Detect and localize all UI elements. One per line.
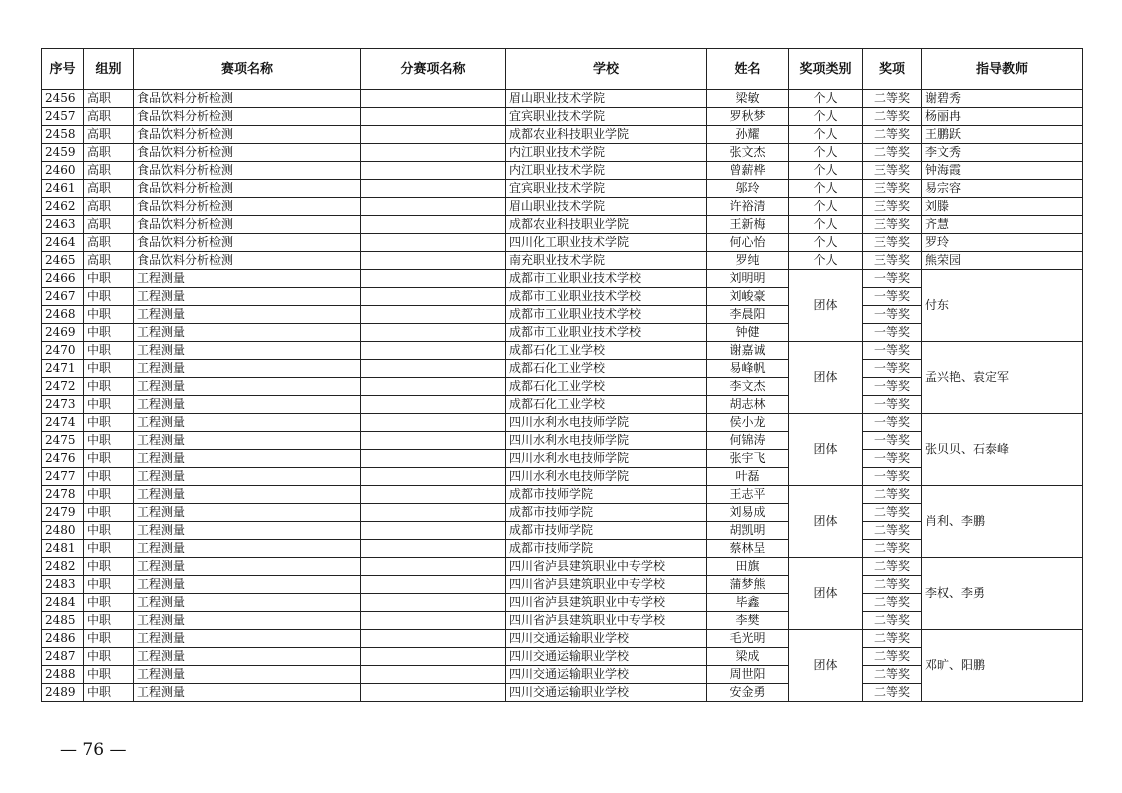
cell-event: 工程测量: [134, 468, 361, 486]
cell-teacher: 李文秀: [922, 144, 1083, 162]
cell-award: 一等奖: [863, 342, 922, 360]
cell-group: 中职: [84, 306, 134, 324]
cell-school: 眉山职业技术学院: [506, 198, 707, 216]
cell-sub-event: [361, 468, 506, 486]
cell-teacher: 齐慧: [922, 216, 1083, 234]
table-row: [42, 630, 1083, 648]
cell-sub-event: [361, 108, 506, 126]
cell-group: 高职: [84, 108, 134, 126]
cell-sub-event: [361, 234, 506, 252]
cell-event: 工程测量: [134, 360, 361, 378]
cell-school: 宜宾职业技术学院: [506, 180, 707, 198]
cell-school: 四川水利水电技师学院: [506, 432, 707, 450]
cell-sub-event: [361, 144, 506, 162]
cell-category: 个人: [789, 198, 863, 216]
cell-event: 食品饮料分析检测: [134, 252, 361, 270]
cell-event: 工程测量: [134, 378, 361, 396]
cell-no: 2483: [42, 576, 84, 594]
cell-category: 个人: [789, 216, 863, 234]
header-school: 学校: [506, 49, 707, 90]
cell-school: 四川省泸县建筑职业中专学校: [506, 612, 707, 630]
cell-name: 张文杰: [707, 144, 789, 162]
cell-school: 内江职业技术学院: [506, 144, 707, 162]
cell-sub-event: [361, 684, 506, 702]
table-row: [42, 90, 1083, 108]
cell-sub-event: [361, 486, 506, 504]
cell-event: 工程测量: [134, 504, 361, 522]
table-row: [42, 162, 1083, 180]
table-row: [42, 252, 1083, 270]
cell-name: 许裕清: [707, 198, 789, 216]
cell-school: 四川交通运输职业学校: [506, 648, 707, 666]
cell-name: 钟健: [707, 324, 789, 342]
cell-award: 二等奖: [863, 630, 922, 648]
cell-name: 邬玲: [707, 180, 789, 198]
cell-group: 中职: [84, 630, 134, 648]
cell-award: 二等奖: [863, 648, 922, 666]
cell-event: 食品饮料分析检测: [134, 162, 361, 180]
cell-no: 2473: [42, 396, 84, 414]
cell-name: 刘易成: [707, 504, 789, 522]
cell-award: 二等奖: [863, 612, 922, 630]
cell-award: 二等奖: [863, 522, 922, 540]
cell-category: 个人: [789, 108, 863, 126]
cell-name: 梁敏: [707, 90, 789, 108]
table-header-row: [42, 49, 1083, 90]
cell-group: 中职: [84, 666, 134, 684]
cell-school: 四川省泸县建筑职业中专学校: [506, 594, 707, 612]
cell-event: 工程测量: [134, 432, 361, 450]
cell-no: 2488: [42, 666, 84, 684]
cell-category-team: 团体: [789, 630, 863, 702]
cell-sub-event: [361, 360, 506, 378]
cell-school: 四川交通运输职业学校: [506, 684, 707, 702]
cell-name: 何心怡: [707, 234, 789, 252]
cell-award: 一等奖: [863, 414, 922, 432]
cell-event: 食品饮料分析检测: [134, 90, 361, 108]
cell-no: 2460: [42, 162, 84, 180]
cell-event: 工程测量: [134, 540, 361, 558]
table-row: [42, 486, 1083, 504]
cell-name: 李文杰: [707, 378, 789, 396]
header-sub-event: 分赛项名称: [361, 49, 506, 90]
header-no: 序号: [42, 49, 84, 90]
cell-school: 宜宾职业技术学院: [506, 108, 707, 126]
cell-teacher: 钟海霞: [922, 162, 1083, 180]
cell-name: 毕鑫: [707, 594, 789, 612]
cell-group: 中职: [84, 594, 134, 612]
cell-school: 成都石化工业学校: [506, 342, 707, 360]
cell-event: 食品饮料分析检测: [134, 144, 361, 162]
cell-sub-event: [361, 126, 506, 144]
cell-no: 2486: [42, 630, 84, 648]
cell-no: 2484: [42, 594, 84, 612]
cell-category-team: 团体: [789, 342, 863, 414]
cell-award: 一等奖: [863, 378, 922, 396]
cell-name: 李樊: [707, 612, 789, 630]
cell-school: 成都石化工业学校: [506, 360, 707, 378]
cell-sub-event: [361, 558, 506, 576]
cell-group: 中职: [84, 468, 134, 486]
cell-group: 中职: [84, 540, 134, 558]
cell-no: 2481: [42, 540, 84, 558]
cell-teacher: 易宗容: [922, 180, 1083, 198]
cell-teacher-team: 付东: [922, 270, 1083, 342]
cell-event: 工程测量: [134, 414, 361, 432]
cell-no: 2456: [42, 90, 84, 108]
cell-name: 蒲梦熊: [707, 576, 789, 594]
cell-group: 高职: [84, 252, 134, 270]
cell-no: 2477: [42, 468, 84, 486]
cell-no: 2465: [42, 252, 84, 270]
cell-school: 成都农业科技职业学院: [506, 216, 707, 234]
cell-sub-event: [361, 594, 506, 612]
cell-group: 中职: [84, 396, 134, 414]
cell-group: 中职: [84, 342, 134, 360]
cell-event: 工程测量: [134, 576, 361, 594]
cell-sub-event: [361, 90, 506, 108]
table-row: [42, 144, 1083, 162]
cell-group: 中职: [84, 414, 134, 432]
header-event: 赛项名称: [134, 49, 361, 90]
cell-event: 工程测量: [134, 666, 361, 684]
cell-sub-event: [361, 396, 506, 414]
cell-teacher-team: 李权、李勇: [922, 558, 1083, 630]
cell-name: 王志平: [707, 486, 789, 504]
cell-name: 周世阳: [707, 666, 789, 684]
cell-event: 工程测量: [134, 324, 361, 342]
cell-name: 胡凯明: [707, 522, 789, 540]
cell-group: 高职: [84, 234, 134, 252]
cell-teacher: 杨丽冉: [922, 108, 1083, 126]
cell-award: 二等奖: [863, 558, 922, 576]
cell-award: 二等奖: [863, 90, 922, 108]
cell-category: 个人: [789, 162, 863, 180]
cell-event: 食品饮料分析检测: [134, 216, 361, 234]
cell-sub-event: [361, 162, 506, 180]
cell-group: 中职: [84, 576, 134, 594]
cell-no: 2480: [42, 522, 84, 540]
cell-event: 食品饮料分析检测: [134, 234, 361, 252]
cell-event: 工程测量: [134, 288, 361, 306]
cell-name: 刘峻豪: [707, 288, 789, 306]
cell-school: 成都市工业职业技术学校: [506, 306, 707, 324]
cell-no: 2476: [42, 450, 84, 468]
cell-award: 一等奖: [863, 396, 922, 414]
cell-school: 四川水利水电技师学院: [506, 414, 707, 432]
cell-name: 安金勇: [707, 684, 789, 702]
cell-group: 中职: [84, 558, 134, 576]
cell-no: 2471: [42, 360, 84, 378]
cell-no: 2475: [42, 432, 84, 450]
cell-school: 成都市工业职业技术学校: [506, 288, 707, 306]
cell-teacher: 谢碧秀: [922, 90, 1083, 108]
cell-event: 工程测量: [134, 306, 361, 324]
cell-group: 高职: [84, 126, 134, 144]
cell-award: 二等奖: [863, 486, 922, 504]
cell-no: 2457: [42, 108, 84, 126]
cell-sub-event: [361, 540, 506, 558]
cell-school: 四川省泸县建筑职业中专学校: [506, 576, 707, 594]
cell-group: 中职: [84, 288, 134, 306]
cell-sub-event: [361, 288, 506, 306]
cell-school: 内江职业技术学院: [506, 162, 707, 180]
cell-event: 食品饮料分析检测: [134, 198, 361, 216]
cell-group: 中职: [84, 612, 134, 630]
cell-no: 2462: [42, 198, 84, 216]
cell-no: 2458: [42, 126, 84, 144]
cell-group: 高职: [84, 144, 134, 162]
cell-school: 眉山职业技术学院: [506, 90, 707, 108]
cell-award: 二等奖: [863, 684, 922, 702]
cell-event: 工程测量: [134, 612, 361, 630]
table-row: [42, 270, 1083, 288]
cell-award: 二等奖: [863, 144, 922, 162]
cell-name: 田旗: [707, 558, 789, 576]
cell-award: 二等奖: [863, 594, 922, 612]
cell-name: 毛光明: [707, 630, 789, 648]
cell-event: 食品饮料分析检测: [134, 126, 361, 144]
table-row: [42, 216, 1083, 234]
cell-school: 成都石化工业学校: [506, 378, 707, 396]
cell-award: 三等奖: [863, 180, 922, 198]
cell-category: 个人: [789, 90, 863, 108]
cell-school: 成都市技师学院: [506, 486, 707, 504]
cell-award: 一等奖: [863, 306, 922, 324]
cell-sub-event: [361, 504, 506, 522]
cell-school: 成都市工业职业技术学校: [506, 270, 707, 288]
cell-no: 2461: [42, 180, 84, 198]
cell-group: 高职: [84, 180, 134, 198]
cell-name: 易峰帆: [707, 360, 789, 378]
cell-teacher-team: 张贝贝、石泰峰: [922, 414, 1083, 486]
cell-group: 中职: [84, 648, 134, 666]
cell-no: 2485: [42, 612, 84, 630]
cell-award: 二等奖: [863, 126, 922, 144]
table-row: [42, 558, 1083, 576]
cell-sub-event: [361, 198, 506, 216]
cell-award: 一等奖: [863, 432, 922, 450]
cell-event: 工程测量: [134, 684, 361, 702]
table-body: [42, 90, 1083, 702]
cell-event: 工程测量: [134, 648, 361, 666]
cell-school: 成都农业科技职业学院: [506, 126, 707, 144]
cell-event: 工程测量: [134, 558, 361, 576]
cell-no: 2469: [42, 324, 84, 342]
table-row: [42, 108, 1083, 126]
header-teacher: 指导教师: [922, 49, 1083, 90]
cell-award: 一等奖: [863, 360, 922, 378]
cell-name: 罗秋梦: [707, 108, 789, 126]
cell-category-team: 团体: [789, 414, 863, 486]
cell-sub-event: [361, 414, 506, 432]
cell-award: 三等奖: [863, 216, 922, 234]
cell-name: 蔡林呈: [707, 540, 789, 558]
cell-no: 2482: [42, 558, 84, 576]
cell-teacher-team: 邓旷、阳鹏: [922, 630, 1083, 702]
cell-school: 四川水利水电技师学院: [506, 468, 707, 486]
cell-sub-event: [361, 666, 506, 684]
cell-event: 工程测量: [134, 486, 361, 504]
cell-no: 2459: [42, 144, 84, 162]
cell-category: 个人: [789, 252, 863, 270]
cell-event: 工程测量: [134, 630, 361, 648]
cell-group: 中职: [84, 270, 134, 288]
cell-group: 中职: [84, 684, 134, 702]
cell-award: 二等奖: [863, 576, 922, 594]
cell-event: 工程测量: [134, 522, 361, 540]
cell-sub-event: [361, 522, 506, 540]
cell-no: 2489: [42, 684, 84, 702]
cell-no: 2468: [42, 306, 84, 324]
cell-no: 2464: [42, 234, 84, 252]
cell-category-team: 团体: [789, 558, 863, 630]
cell-sub-event: [361, 270, 506, 288]
cell-category-team: 团体: [789, 270, 863, 342]
cell-name: 王新梅: [707, 216, 789, 234]
cell-school: 成都市技师学院: [506, 540, 707, 558]
cell-category: 个人: [789, 126, 863, 144]
cell-group: 中职: [84, 504, 134, 522]
table-row: [42, 180, 1083, 198]
cell-group: 高职: [84, 90, 134, 108]
cell-award: 三等奖: [863, 162, 922, 180]
cell-no: 2487: [42, 648, 84, 666]
header-name: 姓名: [707, 49, 789, 90]
cell-sub-event: [361, 306, 506, 324]
cell-school: 成都石化工业学校: [506, 396, 707, 414]
cell-sub-event: [361, 612, 506, 630]
cell-school: 南充职业技术学院: [506, 252, 707, 270]
cell-sub-event: [361, 216, 506, 234]
cell-award: 一等奖: [863, 450, 922, 468]
cell-sub-event: [361, 324, 506, 342]
cell-teacher-team: 孟兴艳、袁定军: [922, 342, 1083, 414]
cell-event: 工程测量: [134, 396, 361, 414]
table-row: [42, 126, 1083, 144]
cell-school: 成都市工业职业技术学校: [506, 324, 707, 342]
cell-event: 工程测量: [134, 450, 361, 468]
cell-group: 中职: [84, 324, 134, 342]
cell-name: 胡志林: [707, 396, 789, 414]
cell-school: 成都市技师学院: [506, 522, 707, 540]
cell-award: 一等奖: [863, 468, 922, 486]
cell-teacher-team: 肖利、李鹏: [922, 486, 1083, 558]
cell-name: 叶磊: [707, 468, 789, 486]
cell-sub-event: [361, 252, 506, 270]
cell-award: 三等奖: [863, 252, 922, 270]
cell-category: 个人: [789, 234, 863, 252]
table-row: [42, 342, 1083, 360]
cell-school: 四川水利水电技师学院: [506, 450, 707, 468]
cell-event: 工程测量: [134, 594, 361, 612]
cell-no: 2479: [42, 504, 84, 522]
cell-award: 一等奖: [863, 288, 922, 306]
cell-group: 高职: [84, 162, 134, 180]
cell-group: 高职: [84, 216, 134, 234]
cell-no: 2463: [42, 216, 84, 234]
cell-event: 工程测量: [134, 342, 361, 360]
cell-name: 张宇飞: [707, 450, 789, 468]
cell-group: 高职: [84, 198, 134, 216]
cell-name: 罗纯: [707, 252, 789, 270]
cell-sub-event: [361, 648, 506, 666]
cell-teacher: 罗玲: [922, 234, 1083, 252]
cell-event: 工程测量: [134, 270, 361, 288]
cell-name: 孙耀: [707, 126, 789, 144]
cell-name: 曾薪桦: [707, 162, 789, 180]
cell-sub-event: [361, 342, 506, 360]
cell-no: 2474: [42, 414, 84, 432]
cell-group: 中职: [84, 360, 134, 378]
cell-name: 侯小龙: [707, 414, 789, 432]
cell-school: 四川交通运输职业学校: [506, 630, 707, 648]
cell-group: 中职: [84, 522, 134, 540]
cell-award: 二等奖: [863, 108, 922, 126]
cell-category: 个人: [789, 144, 863, 162]
cell-teacher: 刘滕: [922, 198, 1083, 216]
cell-group: 中职: [84, 378, 134, 396]
cell-name: 谢嘉诚: [707, 342, 789, 360]
cell-award: 三等奖: [863, 198, 922, 216]
page-number: — 76 —: [60, 740, 127, 760]
cell-no: 2466: [42, 270, 84, 288]
cell-award: 一等奖: [863, 324, 922, 342]
cell-group: 中职: [84, 486, 134, 504]
cell-school: 四川省泸县建筑职业中专学校: [506, 558, 707, 576]
cell-school: 四川交通运输职业学校: [506, 666, 707, 684]
cell-award: 二等奖: [863, 666, 922, 684]
cell-group: 中职: [84, 432, 134, 450]
cell-teacher: 熊荣园: [922, 252, 1083, 270]
cell-sub-event: [361, 450, 506, 468]
table-row: [42, 234, 1083, 252]
cell-teacher: 王鹏跃: [922, 126, 1083, 144]
cell-sub-event: [361, 378, 506, 396]
header-award: 奖项: [863, 49, 922, 90]
cell-award: 一等奖: [863, 270, 922, 288]
table-row: [42, 198, 1083, 216]
cell-sub-event: [361, 432, 506, 450]
cell-no: 2478: [42, 486, 84, 504]
cell-school: 四川化工职业技术学院: [506, 234, 707, 252]
cell-name: 梁成: [707, 648, 789, 666]
cell-sub-event: [361, 576, 506, 594]
cell-name: 刘明明: [707, 270, 789, 288]
cell-no: 2470: [42, 342, 84, 360]
cell-sub-event: [361, 630, 506, 648]
cell-category-team: 团体: [789, 486, 863, 558]
header-category: 奖项类别: [789, 49, 863, 90]
cell-award: 二等奖: [863, 540, 922, 558]
cell-school: 成都市技师学院: [506, 504, 707, 522]
cell-category: 个人: [789, 180, 863, 198]
cell-name: 李晨阳: [707, 306, 789, 324]
awards-table: [41, 48, 1083, 702]
cell-no: 2467: [42, 288, 84, 306]
cell-award: 二等奖: [863, 504, 922, 522]
cell-award: 三等奖: [863, 234, 922, 252]
table-row: [42, 414, 1083, 432]
cell-sub-event: [361, 180, 506, 198]
cell-event: 食品饮料分析检测: [134, 180, 361, 198]
cell-group: 中职: [84, 450, 134, 468]
cell-name: 何锦涛: [707, 432, 789, 450]
cell-event: 食品饮料分析检测: [134, 108, 361, 126]
header-group: 组别: [84, 49, 134, 90]
cell-no: 2472: [42, 378, 84, 396]
